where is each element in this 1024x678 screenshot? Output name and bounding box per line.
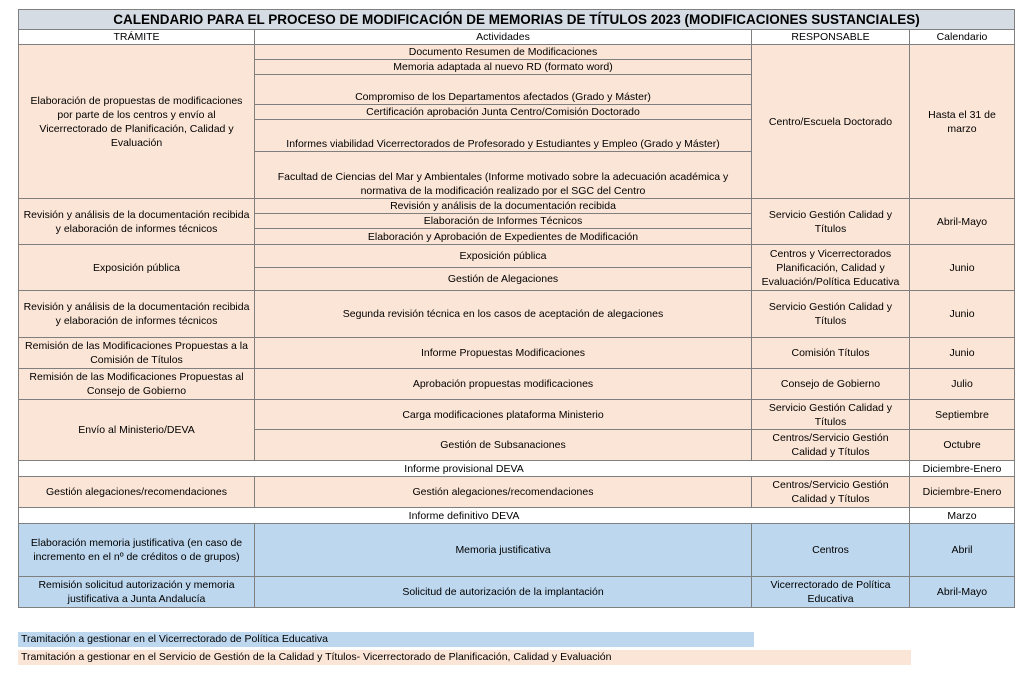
activity-documento-resumen: Documento Resumen de Modificaciones [255, 45, 752, 60]
calendar-table [18, 9, 1015, 608]
activity-carga-modificaciones: Carga modificaciones plataforma Ministerio [255, 400, 752, 430]
activity-aprobacion-propuestas: Aprobación propuestas modificaciones [255, 369, 752, 400]
activity-informes-viabilidad: Informes viabilidad Vicerrectorados de Profesorado y Estudiantes y Empleo (Grado y Máster) [255, 120, 752, 152]
calendario-abril-mayo-1: Abril-Mayo [910, 199, 1015, 245]
activity-compromiso-departamentos: Compromiso de los Departamentos afectados (Grado y Máster) [255, 75, 752, 105]
responsable-vicerrectorado-politica: Vicerrectorado de Política Educativa [752, 577, 910, 608]
activity-informes-tecnicos: Elaboración de Informes Técnicos [255, 214, 752, 229]
calendario-diciembre-enero-2: Diciembre-Enero [910, 477, 1015, 508]
activity-revision-documentacion: Revisión y análisis de la documentación recibida [255, 199, 752, 214]
header-calendario: Calendario [910, 30, 1015, 45]
activity-memoria-justificativa: Memoria justificativa [255, 524, 752, 577]
activity-gestion-subsanaciones: Gestión de Subsanaciones [255, 430, 752, 461]
calendario-julio: Julio [910, 369, 1015, 400]
activity-gestion-alegaciones: Gestión de Alegaciones [255, 268, 752, 291]
header-responsable: RESPONSABLE [752, 30, 910, 45]
legend-peach: Tramitación a gestionar en el Servicio de Gestión de la Calidad y Títulos- Vicerrectorado de Planificación, Calidad y Evaluación [18, 650, 911, 665]
responsable-servicio-calidad-2: Servicio Gestión Calidad y Títulos [752, 291, 910, 338]
responsable-centros-vicerrectorados: Centros y Vicerrectorados Planificación, Calidad y Evaluación/Política Educativa [752, 245, 910, 291]
tramite-remision-comision: Remisión de las Modificaciones Propuestas a la Comisión de Títulos [19, 338, 255, 369]
calendario-junio-3: Junio [910, 338, 1015, 369]
activity-expedientes-modificacion: Elaboración y Aprobación de Expedientes de Modificación [255, 229, 752, 245]
responsable-servicio-calidad-1: Servicio Gestión Calidad y Títulos [752, 199, 910, 245]
header-actividades: Actividades [255, 30, 752, 45]
responsable-centros-servicio-1: Centros/Servicio Gestión Calidad y Títulos [752, 430, 910, 461]
calendario-marzo: Hasta el 31 de marzo [910, 45, 1015, 199]
responsable-centros-servicio-2: Centros/Servicio Gestión Calidad y Títulos [752, 477, 910, 508]
tramite-memoria-justificativa: Elaboración memoria justificativa (en caso de incremento en el nº de créditos o de grupos) [19, 524, 255, 577]
tramite-exposicion-publica: Exposición pública [19, 245, 255, 291]
activity-exposicion-publica: Exposición pública [255, 245, 752, 268]
calendario-abril-mayo-2: Abril-Mayo [910, 577, 1015, 608]
activity-gestion-alegaciones-recomendaciones: Gestión alegaciones/recomendaciones [255, 477, 752, 508]
tramite-remision-solicitud: Remisión solicitud autorización y memoria justificativa a Junta Andalucía [19, 577, 255, 608]
tramite-revision-analisis-1: Revisión y análisis de la documentación recibida y elaboración de informes técnicos [19, 199, 255, 245]
activity-facultad-ciencias-mar: Facultad de Ciencias del Mar y Ambientales (Informe motivado sobre la adecuación académica y normativa de la modificación realizado por el SGC del Centro [255, 152, 752, 199]
calendario-junio-2: Junio [910, 291, 1015, 338]
informe-definitivo-deva: Informe definitivo DEVA [19, 508, 910, 524]
activity-informe-propuestas: Informe Propuestas Modificaciones [255, 338, 752, 369]
calendario-octubre: Octubre [910, 430, 1015, 461]
calendario-abril: Abril [910, 524, 1015, 577]
tramite-revision-analisis-2: Revisión y análisis de la documentación recibida y elaboración de informes técnicos [19, 291, 255, 338]
header-tramite: TRÁMITE [19, 30, 255, 45]
calendario-septiembre: Septiembre [910, 400, 1015, 430]
responsable-centro: Centro/Escuela Doctorado [752, 45, 910, 199]
tramite-elaboracion-propuestas: Elaboración de propuestas de modificaciones por parte de los centros y envío al Vicerrectorado de Planificación, Calidad y Evaluación [19, 45, 255, 199]
table-title: CALENDARIO PARA EL PROCESO DE MODIFICACIÓN DE MEMORIAS DE TÍTULOS 2023 (MODIFICACIONES SUSTANCIALES) [19, 10, 1015, 30]
activity-segunda-revision: Segunda revisión técnica en los casos de aceptación de alegaciones [255, 291, 752, 338]
calendario-marzo-2: Marzo [910, 508, 1015, 524]
informe-provisional-deva: Informe provisional DEVA [19, 461, 910, 477]
responsable-consejo-gobierno: Consejo de Gobierno [752, 369, 910, 400]
calendario-junio-1: Junio [910, 245, 1015, 291]
responsable-servicio-calidad-3: Servicio Gestión Calidad y Títulos [752, 400, 910, 430]
activity-solicitud-autorizacion: Solicitud de autorización de la implantación [255, 577, 752, 608]
tramite-envio-ministerio: Envío al Ministerio/DEVA [19, 400, 255, 461]
legend-blue: Tramitación a gestionar en el Vicerrectorado de Política Educativa [18, 632, 754, 647]
calendar-wrapper [18, 9, 1014, 608]
activity-certificacion-junta: Certificación aprobación Junta Centro/Comisión Doctorado [255, 105, 752, 120]
tramite-gestion-alegaciones: Gestión alegaciones/recomendaciones [19, 477, 255, 508]
calendario-diciembre-enero-1: Diciembre-Enero [910, 461, 1015, 477]
responsable-centros: Centros [752, 524, 910, 577]
activity-memoria-adaptada: Memoria adaptada al nuevo RD (formato word) [255, 60, 752, 75]
tramite-remision-consejo: Remisión de las Modificaciones Propuestas al Consejo de Gobierno [19, 369, 255, 400]
responsable-comision-titulos: Comisión Títulos [752, 338, 910, 369]
